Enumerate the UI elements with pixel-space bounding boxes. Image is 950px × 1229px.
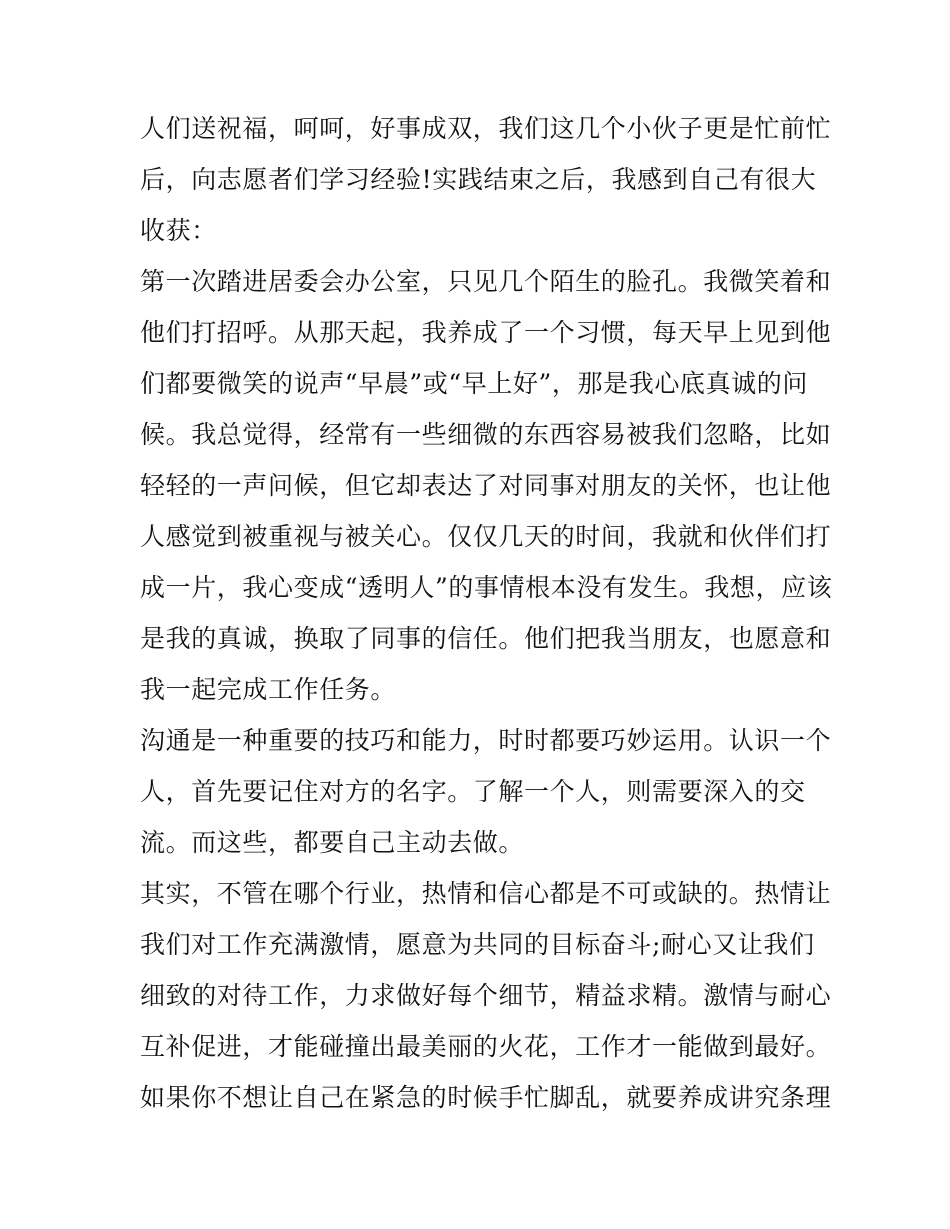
text-line: 收获： [140, 216, 217, 245]
body-text [140, 103, 840, 1123]
text-line: 互补促进，才能碰撞出最美丽的火花，工作才一能做到最好。 [140, 1032, 832, 1061]
text-line: 轻轻的一声问候，但它却表达了对同事对朋友的关怀，也让他 [140, 471, 832, 500]
text-line: 细致的对待工作，力求做好每个细节，精益求精。激情与耐心 [140, 981, 832, 1010]
text-line: 人，首先要记住对方的名字。了解一个人，则需要深入的交 [140, 777, 806, 806]
text-line: 人感觉到被重视与被关心。仅仅几天的时间，我就和伙伴们打 [140, 522, 832, 551]
text-line: 我们对工作充满激情，愿意为共同的目标奋斗;耐心又让我们 [140, 930, 815, 959]
text-line: 如果你不想让自己在紧急的时候手忙脚乱，就要养成讲究条理 [140, 1083, 832, 1112]
text-line: 是我的真诚，换取了同事的信任。他们把我当朋友，也愿意和 [140, 624, 832, 653]
text-line: 们都要微笑的说声“早晨”或“早上好”，那是我心底真诚的问 [140, 369, 808, 398]
text-line: 我一起完成工作任务。 [140, 675, 397, 704]
text-line: 后，向志愿者们学习经验!实践结束之后，我感到自己有很大 [140, 165, 817, 194]
text-line: 成一片，我心变成“透明人”的事情根本没有发生。我想，应该 [140, 573, 833, 602]
text-line: 候。我总觉得，经常有一些细微的东西容易被我们忽略，比如 [140, 420, 832, 449]
text-line: 人们送祝福，呵呵，好事成双，我们这几个小伙子更是忙前忙 [140, 114, 832, 143]
text-line: 第一次踏进居委会办公室，只见几个陌生的脸孔。我微笑着和 [140, 267, 832, 296]
text-line: 其实，不管在哪个行业，热情和信心都是不可或缺的。热情让 [140, 879, 832, 908]
text-line: 沟通是一种重要的技巧和能力，时时都要巧妙运用。认识一个 [140, 726, 832, 755]
text-line: 流。而这些，都要自己主动去做。 [140, 828, 525, 857]
text-line: 他们打招呼。从那天起，我养成了一个习惯，每天早上见到他 [140, 318, 832, 347]
